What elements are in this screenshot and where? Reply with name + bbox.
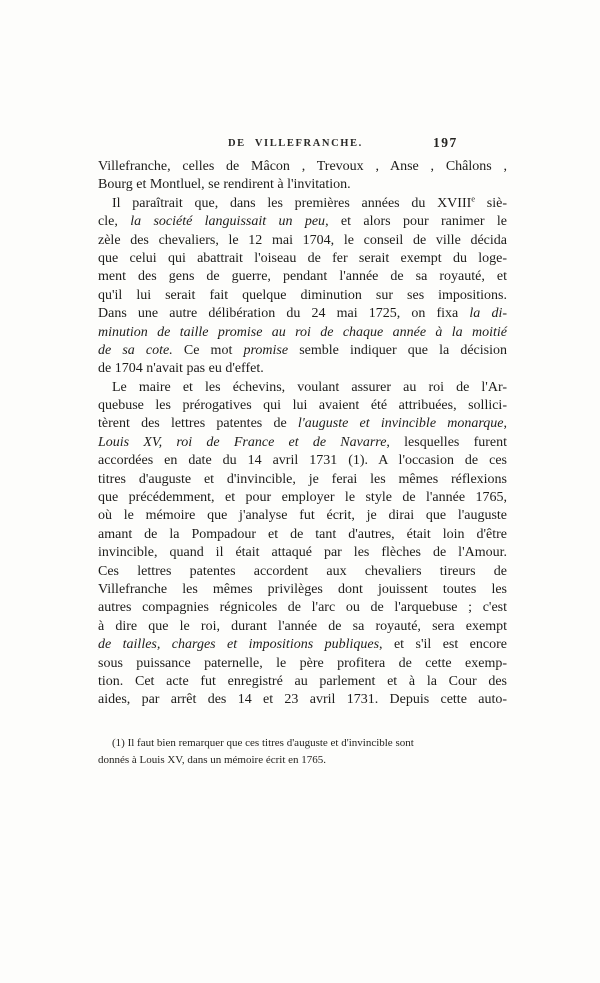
text-line: ment des gens de guerre, pendant l'année de sa royauté, et [98,269,507,285]
text-line: à dire que le roi, durant l'année de sa royauté, sera exempt [98,618,507,634]
text-line: minution de taille promise au roi de chaque année à la moitié [98,324,507,340]
text-line: cle, la société languissait un peu, et alors pour ranimer le [98,214,507,230]
footnote [98,735,507,770]
paragraph [98,158,507,195]
text-line: que précédemment, et pour employer le style de l'année 1765, [98,490,507,506]
text-line: où le mémoire que j'analyse fut écrit, je dirai que l'auguste [98,508,507,524]
footnote-line: donnés à Louis XV, dans un mémoire écrit en 1765. [98,754,327,767]
text-line: Il paraîtrait que, dans les premières années du XVIIIe siè- [112,193,507,211]
text-line: Villefranche, celles de Mâcon , Trevoux , Anse , Châlons , [98,159,507,174]
text-line: de 1704 n'avait pas eu d'effet. [98,361,264,377]
footnote-line: (1) Il faut bien remarquer que ces titres d'auguste et d'invincible sont [112,736,414,749]
text-line: de tailles, charges et impositions publiques, et s'il est encore [98,637,507,653]
body-text [98,158,507,710]
text-line: Dans une autre délibération du 24 mai 1725, on fixa la di- [98,306,507,322]
text-line: aides, par arrêt des 14 et 23 avril 1731. Depuis cette auto- [98,692,507,708]
text-block [98,137,507,770]
text-line: tèrent des lettres patentes de l'auguste et invincible monarque, [98,416,507,432]
text-line: Bourg et Montluel, se rendirent à l'invitation. [98,177,351,193]
text-line: de sa cote. Ce mot promise semble indiquer que la décision [98,342,507,358]
text-line: Le maire et les échevins, voulant assurer au roi de l'Ar- [112,379,507,395]
text-line: accordées en date du 14 avril 1731 (1). A l'occasion de ces [98,453,507,469]
paragraph [98,195,507,379]
text-line: Villefranche les mêmes privilèges dont jouissent toutes les [98,581,507,597]
running-title: DE VILLEFRANCHE. [228,138,363,149]
text-line: amant de la Pompadour et de tant d'autres, était loin d'être [98,526,507,542]
text-line: Ces lettres patentes accordent aux chevaliers tireurs de [98,563,507,579]
page-header [98,137,507,150]
text-line: zèle des chevaliers, le 12 mai 1704, le conseil de ville décida [98,232,507,248]
text-line: titres d'auguste et d'invincible, je ferai les mêmes réflexions [98,471,507,487]
text-line: tion. Cet acte fut enregistré au parlement et à la Cour des [98,673,507,689]
text-line: sous puissance paternelle, le père profitera de cette exemp- [98,655,507,671]
text-line: que celui qui abattrait l'oiseau de fer serait exempt du loge- [98,250,507,266]
paragraph [98,379,507,710]
text-line: qu'il lui serait fait quelque diminution sur ses impositions. [98,287,507,303]
text-line: autres compagnies régnicoles de l'arc ou de l'arquebuse ; c'est [98,600,507,616]
page-number: 197 [433,135,458,150]
text-line: quebuse les prérogatives qui lui avaient été attribuées, sollici- [98,398,507,414]
text-line: invincible, quand il était attaqué par les flèches de l'Amour. [98,545,507,561]
text-line: Louis XV, roi de France et de Navarre, lesquelles furent [98,434,508,450]
